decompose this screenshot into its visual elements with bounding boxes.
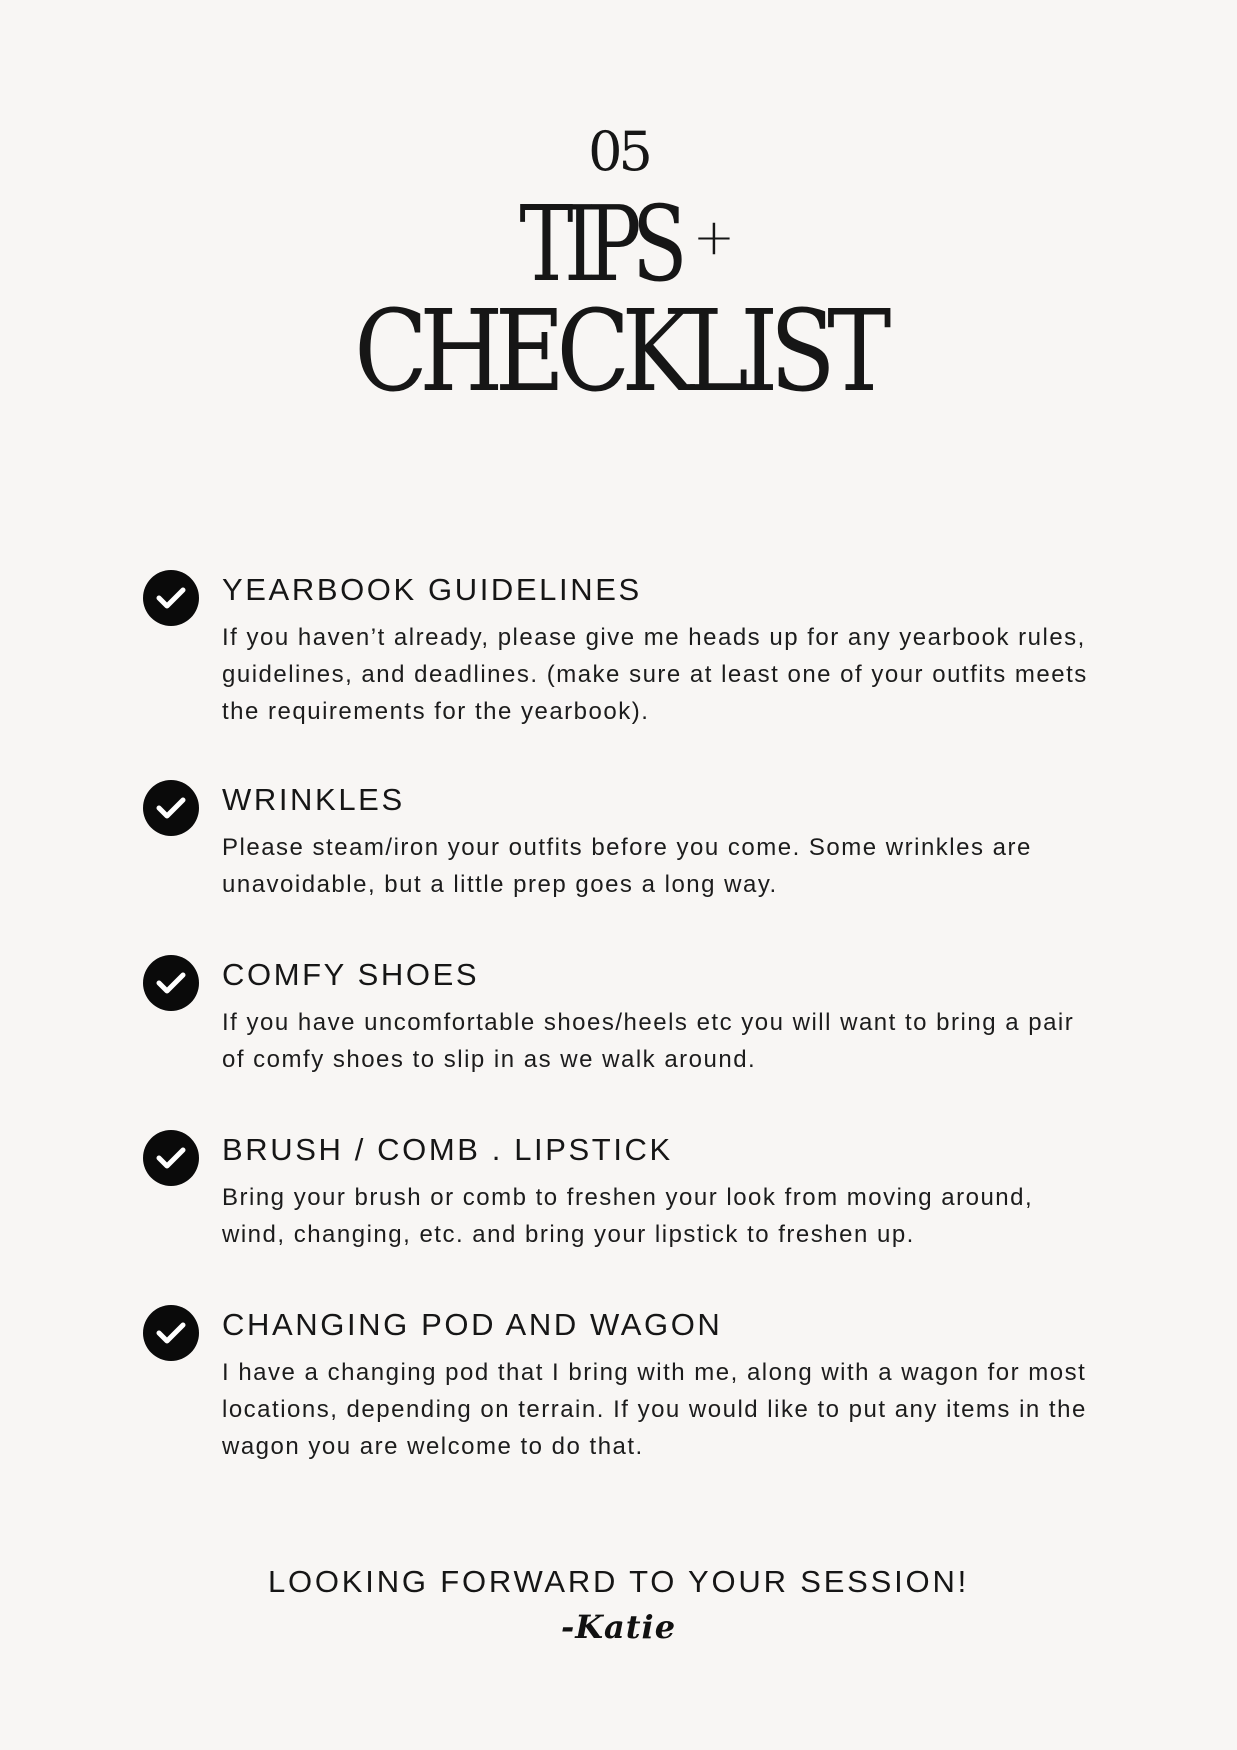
title-row xyxy=(0,183,1237,305)
plus-sign: + xyxy=(693,208,735,266)
item-title: WRINKLES xyxy=(222,782,405,817)
checklist-item xyxy=(143,1305,1103,1465)
check-circle-icon xyxy=(143,1305,199,1361)
item-title: CHANGING POD AND WAGON xyxy=(222,1307,723,1342)
title-tips: TIPS xyxy=(519,183,678,305)
closing-message: LOOKING FORWARD TO YOUR SESSION! xyxy=(267,1564,970,1599)
title-checklist: CHECKLIST xyxy=(354,287,883,417)
checklist-item xyxy=(143,570,1103,730)
item-title: COMFY SHOES xyxy=(222,957,480,992)
checklist-item xyxy=(143,955,1103,1078)
check-circle-icon xyxy=(143,955,199,1011)
page-footer xyxy=(0,1562,1237,1646)
item-body: Please steam/iron your outfits before you come. Some wrinkles are unavoidable, but a little prep goes a long way. xyxy=(222,834,1032,898)
checklist-items xyxy=(143,570,1103,1465)
check-circle-icon xyxy=(143,570,199,626)
checklist-item xyxy=(143,1130,1103,1253)
item-body: If you haven’t already, please give me heads up for any yearbook rules, guidelines, and deadlines. (make sure at least one of your outfits meets the requirements for the yearbook). xyxy=(222,624,1088,725)
check-circle-icon xyxy=(143,780,199,836)
check-circle-icon xyxy=(143,1130,199,1186)
page-header xyxy=(0,120,1237,417)
section-number: 05 xyxy=(588,120,649,183)
item-body: Bring your brush or comb to freshen your look from moving around, wind, changing, etc. and bring your lipstick to freshen up. xyxy=(222,1184,1034,1248)
item-body: If you have uncomfortable shoes/heels etc you will want to bring a pair of comfy shoes to slip in as we walk around. xyxy=(222,1009,1075,1073)
signature: -Katie xyxy=(560,1608,677,1646)
checklist-item xyxy=(143,780,1103,903)
item-title: YEARBOOK GUIDELINES xyxy=(222,572,642,607)
item-title: BRUSH / COMB . LIPSTICK xyxy=(222,1132,673,1167)
item-body: I have a changing pod that I bring with me, along with a wagon for most locations, depending on terrain. If you would like to put any items in the wagon you are welcome to do that. xyxy=(222,1359,1087,1460)
